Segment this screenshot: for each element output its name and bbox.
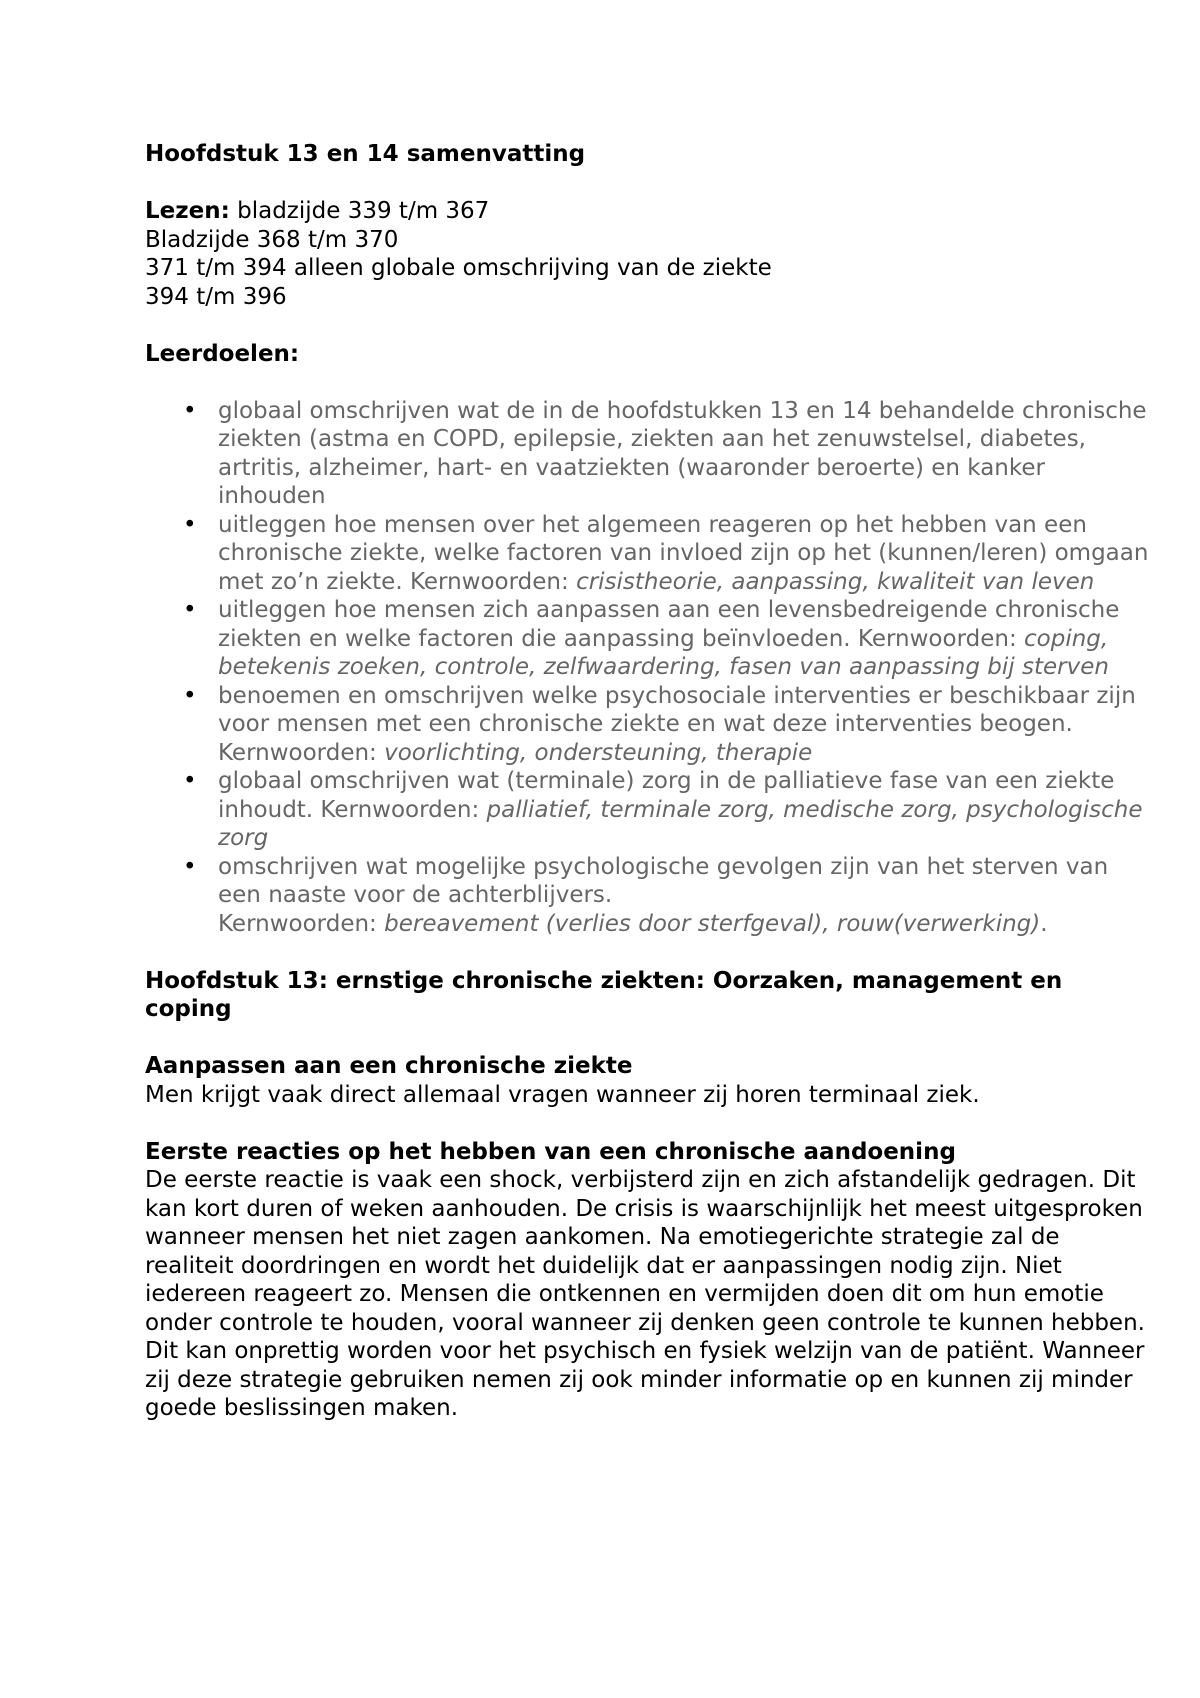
bullet-icon: • [183,397,197,424]
goals-heading: Leerdoelen: [145,340,300,367]
goal-text-2: Kernwoorden: [218,910,385,937]
list-item [145,853,1155,939]
reading-label: Lezen: [145,198,230,224]
goal-keywords: palliatief, terminale zorg, medische zorg, psychologische zorg [218,796,1143,851]
section-body: De eerste reactie is vaak een shock, verbijsterd zijn en zich afstandelijk gedragen. Dit kan kort duren of weken aanhouden. De crisis is waarschijnlijk het meest uitgesproken wanneer mensen het niet zagen aankomen. Na emotiegerichte strategie zal de realiteit doordringen en wordt het duidelijk dat er aanpassingen nodig zijn. Niet iedereen reageert zo. Mensen die ontkennen en vermijden doen dit om hun emotie onder controle te houden, vooral wanneer zij denken geen controle te kunnen hebben. Dit kan onprettig worden voor het psychisch en fysiek welzijn van de patiënt. Wanneer zij deze strategie gebruiken nemen zij ook minder informatie op en kunnen zij minder goede beslissingen maken. [145,1167,1145,1421]
bullet-icon: • [183,853,197,880]
goal-text: globaal omschrijven wat de in de hoofdstukken 13 en 14 behandelde chronische ziekten (astma en COPD, epilepsie, ziekten aan het zenuwstelsel, diabetes, artritis, alzheimer, hart- en vaatziekten (waaronder beroerte) en kanker inhouden [218,397,1147,509]
reading-line-2: Bladzijde 368 t/m 370 [145,226,399,253]
goal-text: omschrijven wat mogelijke psychologische gevolgen zijn van het sterven van een naaste voor de achterblijvers. [218,853,1109,908]
goal-keywords: voorlichting, ondersteuning, therapie [384,739,813,766]
section-body: Men krijgt vaak direct allemaal vragen wanneer zij horen terminaal ziek. [145,1081,980,1108]
spacer [145,169,1155,198]
bullet-icon: • [183,682,197,709]
goal-keywords: bereavement (verlies door sterfgeval), rouw(verwerking) [384,910,1041,937]
list-item [145,682,1155,768]
goal-text: globaal omschrijven wat (terminale) zorg in de palliatieve fase van een ziekte inhoudt. Kernwoorden: [218,768,1115,823]
section-heading: Aanpassen aan een chronische ziekte [145,1053,633,1079]
bullet-icon: • [183,768,197,794]
spacer [145,1109,1155,1138]
list-item [145,767,1155,853]
bullet-icon: • [183,511,197,538]
section-heading: Eerste reacties op het hebben van een chronische aandoening [145,1138,956,1165]
bullet-icon: • [183,597,197,623]
goal-keywords: crisistheorie, aanpassing, kwaliteit van leven [576,568,1095,595]
spacer [145,368,1155,397]
reading-line-3: 371 t/m 394 alleen globale omschrijving van de ziekte [145,255,772,281]
goal-text: uitleggen hoe mensen over het algemeen reageren op het hebben van een chronische ziekte, welke factoren van invloed zijn op het (kunnen/leren) omgaan met zo’n ziekte. Kernwoorden: [218,511,1149,595]
goal-text: benoemen en omschrijven welke psychosociale interventies er beschikbaar zijn voor mensen met een chronische ziekte en wat deze interventies beogen. Kernwoorden: [218,682,1136,766]
goal-text: uitleggen hoe mensen zich aanpassen aan een levensbedreigende chronische ziekten en welke factoren die aanpassing beïnvloeden. Kernwoorden: [218,597,1120,652]
document-page [145,140,1155,1423]
spacer [145,1024,1155,1053]
list-item [145,596,1155,682]
reading-line-4: 394 t/m 396 [145,283,287,310]
goal-keywords: coping, betekenis zoeken, controle, zelfwaardering, fasen van aanpassing bij sterven [218,625,1109,680]
document-title: Hoofdstuk 13 en 14 samenvatting [145,141,586,167]
list-item [145,397,1155,511]
chapter-heading: Hoofdstuk 13: ernstige chronische ziekten: Oorzaken, management en coping [145,967,1063,1022]
spacer [145,311,1155,340]
learning-goals-list [145,397,1155,939]
goal-tail: . [1040,910,1048,937]
spacer [145,938,1155,967]
reading-line-1 [145,197,1155,226]
list-item [145,511,1155,597]
reading-block [145,197,1155,311]
reading-pages-1: bladzijde 339 t/m 367 [229,198,490,224]
